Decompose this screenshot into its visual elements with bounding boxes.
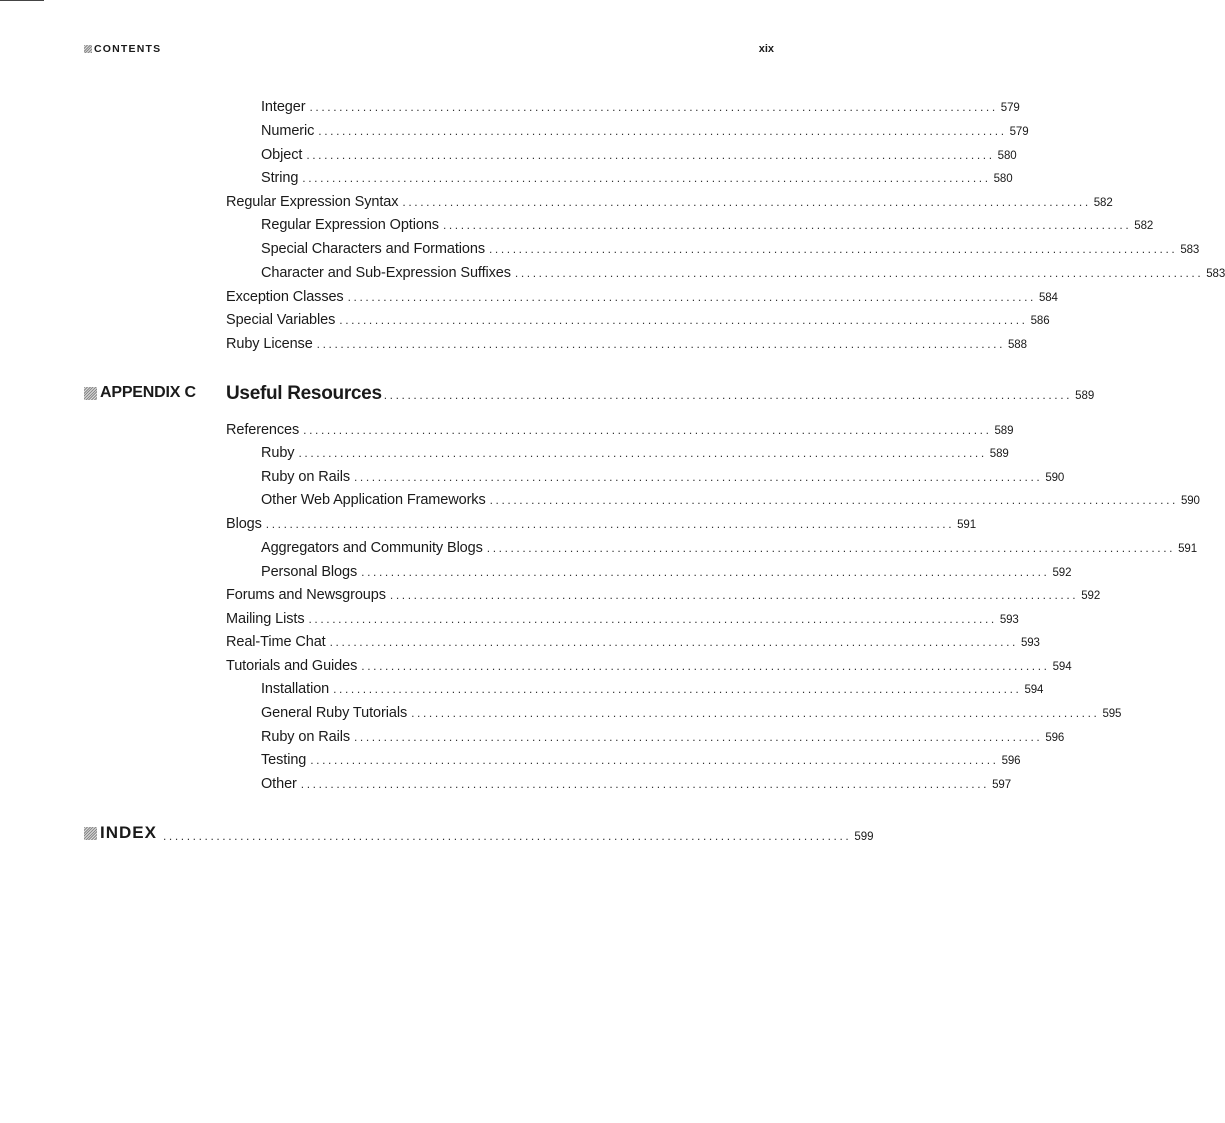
- toc-entry-page: 589: [994, 425, 1014, 437]
- toc-entry-title: Object: [261, 147, 303, 163]
- toc-entry-title: Integer: [261, 99, 306, 115]
- toc-leader: ....................................................................................................................: [361, 565, 1050, 579]
- toc-entry-page: 596: [1045, 732, 1065, 744]
- toc-entry-title: Installation: [261, 681, 330, 697]
- toc-entry-page: 591: [1178, 543, 1197, 555]
- toc-entry-page: 592: [1081, 590, 1101, 602]
- toc-entry-page: 583: [1206, 268, 1225, 280]
- toc-entry[interactable]: [261, 729, 1065, 749]
- appendix-label-text: APPENDIX C: [100, 384, 196, 401]
- toc-leader: ....................................................................................................................: [265, 517, 955, 531]
- toc-entry-page: 586: [1030, 315, 1050, 327]
- toc-entry[interactable]: [261, 540, 1197, 560]
- toc-entry-title: Other Web Application Frameworks: [261, 492, 486, 508]
- toc-entry[interactable]: [261, 681, 1044, 701]
- toc-entry[interactable]: [226, 587, 1101, 607]
- toc-entry[interactable]: [226, 336, 1027, 356]
- toc-leader: ....................................................................................................................: [303, 423, 992, 437]
- toc-entry-page: 594: [1052, 661, 1072, 673]
- toc-leader: ....................................................................................................................: [310, 753, 999, 767]
- toc-entry-title: Other: [261, 776, 297, 792]
- toc-entry[interactable]: [226, 289, 1058, 309]
- toc-entry-title: Blogs: [226, 516, 262, 532]
- toc-entry-title: General Ruby Tutorials: [261, 705, 408, 721]
- toc-leader: ....................................................................................................................: [309, 100, 998, 114]
- toc-entry-page: 590: [1045, 472, 1065, 484]
- toc-leader: ....................................................................................................................: [361, 659, 1050, 673]
- toc-entry-title: Testing: [261, 752, 307, 768]
- toc-leader: ....................................................................................................................: [300, 777, 990, 791]
- toc-entry-title: Character and Sub-Expression Suffixes: [261, 265, 511, 281]
- hatch-marker-icon: [84, 387, 97, 400]
- toc-entry-page: 596: [1001, 755, 1021, 767]
- toc-leader: ....................................................................................................................: [333, 682, 1022, 696]
- toc-entry-page: 593: [1020, 637, 1040, 649]
- toc-entry[interactable]: [261, 564, 1072, 584]
- toc-leader: ....................................................................................................................: [353, 730, 1043, 744]
- toc-entry-title: Numeric: [261, 123, 315, 139]
- toc-entry[interactable]: [226, 634, 1040, 654]
- toc-leader: ....................................................................................................................: [339, 313, 1028, 327]
- toc-entry-page: 579: [1009, 126, 1029, 138]
- toc-entry-page: 594: [1024, 684, 1044, 696]
- corner-rule: [0, 0, 44, 1]
- toc-entry[interactable]: [261, 241, 1200, 261]
- toc-entry[interactable]: [261, 776, 1011, 796]
- toc-entry[interactable]: [261, 99, 1020, 119]
- toc-leader: ....................................................................................................................: [316, 337, 1006, 351]
- index-entry[interactable]: [84, 823, 874, 847]
- toc-leader: ....................................................................................................................: [298, 446, 987, 460]
- toc-entry[interactable]: [261, 752, 1021, 772]
- toc-entry-page: 589: [989, 448, 1009, 460]
- toc-entry[interactable]: [261, 147, 1017, 167]
- toc-entry-title: Ruby on Rails: [261, 469, 350, 485]
- toc-leader: ....................................................................................................................: [402, 195, 1091, 209]
- toc-entry-title: Personal Blogs: [261, 564, 358, 580]
- page-number: xix: [758, 43, 774, 55]
- toc-entry[interactable]: [261, 705, 1122, 725]
- toc-leader: ....................................................................................................................: [162, 828, 852, 843]
- hatch-marker-icon: [84, 827, 97, 840]
- toc-entry-page: 582: [1093, 197, 1113, 209]
- toc-entry[interactable]: [226, 658, 1072, 678]
- toc-leader: ....................................................................................................................: [302, 171, 991, 185]
- toc-leader: ....................................................................................................................: [306, 148, 995, 162]
- toc-entry-title: String: [261, 170, 299, 186]
- toc-entry[interactable]: [261, 469, 1065, 489]
- toc-entry[interactable]: [261, 492, 1200, 512]
- toc-entry[interactable]: [261, 217, 1154, 237]
- toc-entry-title: Tutorials and Guides: [226, 658, 358, 674]
- toc-entry-page: 583: [1180, 244, 1200, 256]
- toc-entry-title: Ruby on Rails: [261, 729, 350, 745]
- toc-entry-title: Ruby License: [226, 336, 313, 352]
- index-heading: [84, 823, 157, 843]
- hatch-marker-icon: [84, 45, 92, 53]
- toc-entry-page: 592: [1052, 567, 1072, 579]
- running-head: [84, 43, 774, 57]
- toc-entry-page: 588: [1008, 339, 1027, 351]
- toc-leader: ....................................................................................................................: [389, 588, 1079, 602]
- toc-entry[interactable]: [226, 312, 1050, 332]
- toc-leader: ....................................................................................................................: [488, 242, 1178, 256]
- toc-entry-page: 584: [1038, 292, 1058, 304]
- toc-leader: ....................................................................................................................: [318, 124, 1007, 138]
- toc-entry-title: References: [226, 422, 300, 438]
- toc-entry[interactable]: [226, 516, 977, 536]
- toc-leader: ....................................................................................................................: [308, 612, 997, 626]
- toc-leader: ....................................................................................................................: [347, 290, 1036, 304]
- toc-entry-page: 580: [997, 150, 1017, 162]
- toc-entry-page: 593: [999, 614, 1019, 626]
- running-head-title: CONTENTS: [94, 43, 162, 55]
- appendix-title-entry[interactable]: [226, 383, 1095, 407]
- toc-entry-title: Regular Expression Syntax: [226, 194, 399, 210]
- toc-entry[interactable]: [261, 170, 1013, 190]
- toc-entry-title: Forums and Newsgroups: [226, 587, 386, 603]
- toc-entry-title: Special Variables: [226, 312, 336, 328]
- toc-leader: ....................................................................................................................: [486, 541, 1176, 555]
- toc-leader: ....................................................................................................................: [514, 266, 1204, 280]
- running-head-section: [84, 43, 161, 55]
- toc-entry[interactable]: [261, 445, 1009, 465]
- toc-entry[interactable]: [226, 194, 1113, 214]
- toc-entry[interactable]: [261, 123, 1029, 143]
- toc-leader: ....................................................................................................................: [411, 706, 1100, 720]
- toc-entry-page: 579: [1000, 102, 1020, 114]
- toc-entry-title: Exception Classes: [226, 289, 344, 305]
- toc-entry-page: 591: [957, 519, 977, 531]
- toc-entry-title: Real-Time Chat: [226, 634, 326, 650]
- toc-entry-page: 590: [1180, 495, 1200, 507]
- toc-entry-title: Regular Expression Options: [261, 217, 439, 233]
- toc-entry-title: Mailing Lists: [226, 611, 305, 627]
- toc-entry-title: Aggregators and Community Blogs: [261, 540, 483, 556]
- toc-entry[interactable]: [226, 611, 1019, 631]
- toc-entry-page: 582: [1134, 220, 1154, 232]
- appendix-title: Useful Resources: [226, 383, 382, 404]
- appendix-page: 589: [1075, 390, 1095, 402]
- toc-entry-page: 595: [1102, 708, 1122, 720]
- toc-leader: ....................................................................................................................: [329, 635, 1018, 649]
- index-page: 599: [854, 830, 874, 843]
- index-title: INDEX: [100, 823, 157, 842]
- toc-leader: ....................................................................................................................: [383, 388, 1073, 402]
- toc-leader: ....................................................................................................................: [489, 493, 1178, 507]
- toc-entry-page: 580: [993, 173, 1013, 185]
- toc-entry-title: Special Characters and Formations: [261, 241, 485, 257]
- toc-entry[interactable]: [261, 265, 1225, 285]
- toc-entry[interactable]: [226, 422, 1014, 442]
- appendix-label: [84, 384, 196, 402]
- toc-leader: ....................................................................................................................: [353, 470, 1043, 484]
- toc-entry-page: 597: [992, 779, 1011, 791]
- toc-entry-title: Ruby: [261, 445, 295, 461]
- toc-leader: ....................................................................................................................: [442, 218, 1132, 232]
